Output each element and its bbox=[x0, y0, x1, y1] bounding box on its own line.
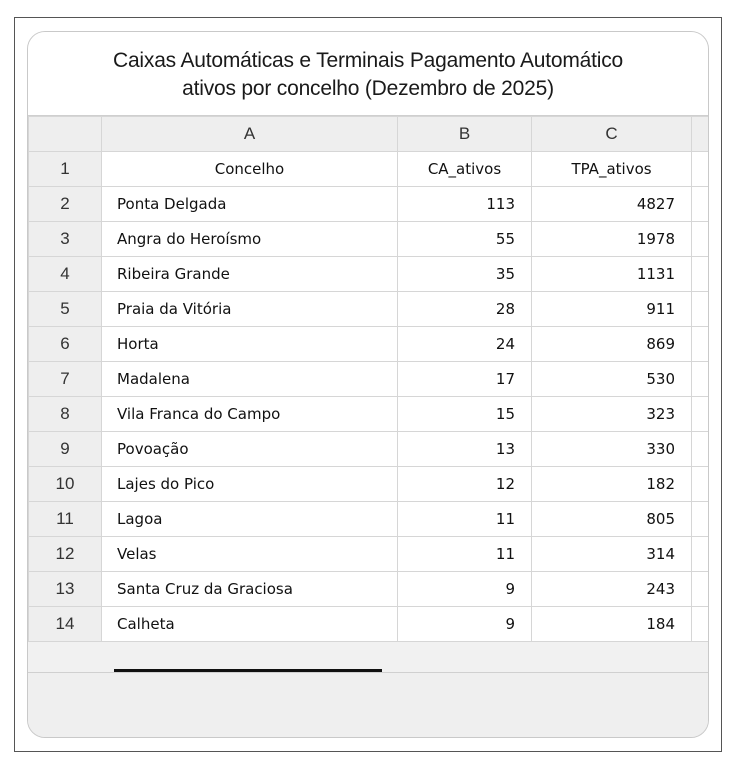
table-row bbox=[29, 187, 710, 222]
column-header-a[interactable]: A bbox=[102, 117, 398, 152]
title-line-1: Caixas Automáticas e Terminais Pagamento Automático bbox=[112, 48, 623, 72]
table-row bbox=[29, 292, 710, 327]
cell-empty[interactable] bbox=[692, 397, 710, 432]
cell-empty[interactable] bbox=[692, 257, 710, 292]
cell-ca-ativos[interactable]: 17 bbox=[398, 362, 532, 397]
cell-empty[interactable] bbox=[692, 222, 710, 257]
cell-concelho[interactable]: Povoação bbox=[102, 432, 398, 467]
cell-tpa-ativos[interactable]: 805 bbox=[532, 502, 692, 537]
row-number[interactable]: 2 bbox=[29, 187, 102, 222]
cell-empty[interactable] bbox=[692, 362, 710, 397]
cell-tpa-ativos[interactable]: 323 bbox=[532, 397, 692, 432]
table-row bbox=[29, 502, 710, 537]
cell-concelho[interactable]: Praia da Vitória bbox=[102, 292, 398, 327]
table-row bbox=[29, 397, 710, 432]
spreadsheet-window bbox=[27, 31, 709, 738]
row-number[interactable]: 9 bbox=[29, 432, 102, 467]
row-number[interactable]: 8 bbox=[29, 397, 102, 432]
cell-tpa-ativos[interactable]: 184 bbox=[532, 607, 692, 642]
cell-ca-ativos[interactable]: 15 bbox=[398, 397, 532, 432]
table-row bbox=[29, 572, 710, 607]
cell-ca-ativos[interactable]: 11 bbox=[398, 537, 532, 572]
cell-concelho[interactable]: Lajes do Pico bbox=[102, 467, 398, 502]
row-number[interactable]: 4 bbox=[29, 257, 102, 292]
column-header-b[interactable]: B bbox=[398, 117, 532, 152]
row-number[interactable]: 7 bbox=[29, 362, 102, 397]
cell-header-concelho[interactable]: Concelho bbox=[102, 152, 398, 187]
cell-empty[interactable] bbox=[692, 292, 710, 327]
cell-ca-ativos[interactable]: 24 bbox=[398, 327, 532, 362]
cell-header-ca[interactable]: CA_ativos bbox=[398, 152, 532, 187]
row-number[interactable]: 12 bbox=[29, 537, 102, 572]
table-row bbox=[29, 607, 710, 642]
row-number[interactable]: 1 bbox=[29, 152, 102, 187]
cell-ca-ativos[interactable]: 113 bbox=[398, 187, 532, 222]
cell-tpa-ativos[interactable]: 182 bbox=[532, 467, 692, 502]
cell-ca-ativos[interactable]: 55 bbox=[398, 222, 532, 257]
table-row bbox=[29, 432, 710, 467]
cell-concelho[interactable]: Vila Franca do Campo bbox=[102, 397, 398, 432]
table-row bbox=[29, 257, 710, 292]
spreadsheet-grid bbox=[28, 116, 709, 642]
cell-empty[interactable] bbox=[692, 187, 710, 222]
cell-tpa-ativos[interactable]: 1978 bbox=[532, 222, 692, 257]
column-header-c[interactable]: C bbox=[532, 117, 692, 152]
cell-concelho[interactable]: Horta bbox=[102, 327, 398, 362]
cell-concelho[interactable]: Velas bbox=[102, 537, 398, 572]
cell-concelho[interactable]: Angra do Heroísmo bbox=[102, 222, 398, 257]
table-row bbox=[29, 467, 710, 502]
sheet-title bbox=[28, 32, 708, 116]
table-row bbox=[29, 537, 710, 572]
cell-concelho[interactable]: Ponta Delgada bbox=[102, 187, 398, 222]
cell-concelho[interactable]: Lagoa bbox=[102, 502, 398, 537]
cell-tpa-ativos[interactable]: 314 bbox=[532, 537, 692, 572]
cell-empty[interactable] bbox=[692, 327, 710, 362]
cell-ca-ativos[interactable]: 9 bbox=[398, 607, 532, 642]
cell-empty[interactable] bbox=[692, 502, 710, 537]
row-number[interactable]: 3 bbox=[29, 222, 102, 257]
row-number[interactable]: 13 bbox=[29, 572, 102, 607]
row-number[interactable]: 14 bbox=[29, 607, 102, 642]
cell-ca-ativos[interactable]: 13 bbox=[398, 432, 532, 467]
cell-empty[interactable] bbox=[692, 537, 710, 572]
cell-concelho[interactable]: Santa Cruz da Graciosa bbox=[102, 572, 398, 607]
cell-tpa-ativos[interactable]: 1131 bbox=[532, 257, 692, 292]
sheet-footer-area bbox=[28, 672, 709, 738]
cell-tpa-ativos[interactable]: 4827 bbox=[532, 187, 692, 222]
cell-empty[interactable] bbox=[692, 572, 710, 607]
cell-concelho[interactable]: Ribeira Grande bbox=[102, 257, 398, 292]
title-line-2: ativos por concelho (Dezembro de 2025) bbox=[182, 76, 554, 100]
column-header-row bbox=[29, 117, 710, 152]
cell-ca-ativos[interactable]: 28 bbox=[398, 292, 532, 327]
cell-tpa-ativos[interactable]: 330 bbox=[532, 432, 692, 467]
cell-ca-ativos[interactable]: 35 bbox=[398, 257, 532, 292]
cell-tpa-ativos[interactable]: 243 bbox=[532, 572, 692, 607]
table-row bbox=[29, 222, 710, 257]
cell-concelho[interactable]: Madalena bbox=[102, 362, 398, 397]
row-number[interactable]: 5 bbox=[29, 292, 102, 327]
screenshot-frame bbox=[14, 17, 722, 752]
row-number[interactable]: 11 bbox=[29, 502, 102, 537]
cell-empty[interactable] bbox=[692, 467, 710, 502]
cell-empty[interactable] bbox=[692, 607, 710, 642]
table-row bbox=[29, 362, 710, 397]
select-all-corner[interactable] bbox=[29, 117, 102, 152]
cell-tpa-ativos[interactable]: 911 bbox=[532, 292, 692, 327]
cell-empty[interactable] bbox=[692, 432, 710, 467]
cell-empty[interactable] bbox=[692, 152, 710, 187]
cell-ca-ativos[interactable]: 12 bbox=[398, 467, 532, 502]
column-header-d[interactable] bbox=[692, 117, 710, 152]
table-row-header bbox=[29, 152, 710, 187]
row-number[interactable]: 6 bbox=[29, 327, 102, 362]
cell-tpa-ativos[interactable]: 869 bbox=[532, 327, 692, 362]
cell-header-tpa[interactable]: TPA_ativos bbox=[532, 152, 692, 187]
cell-concelho[interactable]: Calheta bbox=[102, 607, 398, 642]
cell-tpa-ativos[interactable]: 530 bbox=[532, 362, 692, 397]
cell-ca-ativos[interactable]: 9 bbox=[398, 572, 532, 607]
table-row bbox=[29, 327, 710, 362]
row-number[interactable]: 10 bbox=[29, 467, 102, 502]
cell-ca-ativos[interactable]: 11 bbox=[398, 502, 532, 537]
